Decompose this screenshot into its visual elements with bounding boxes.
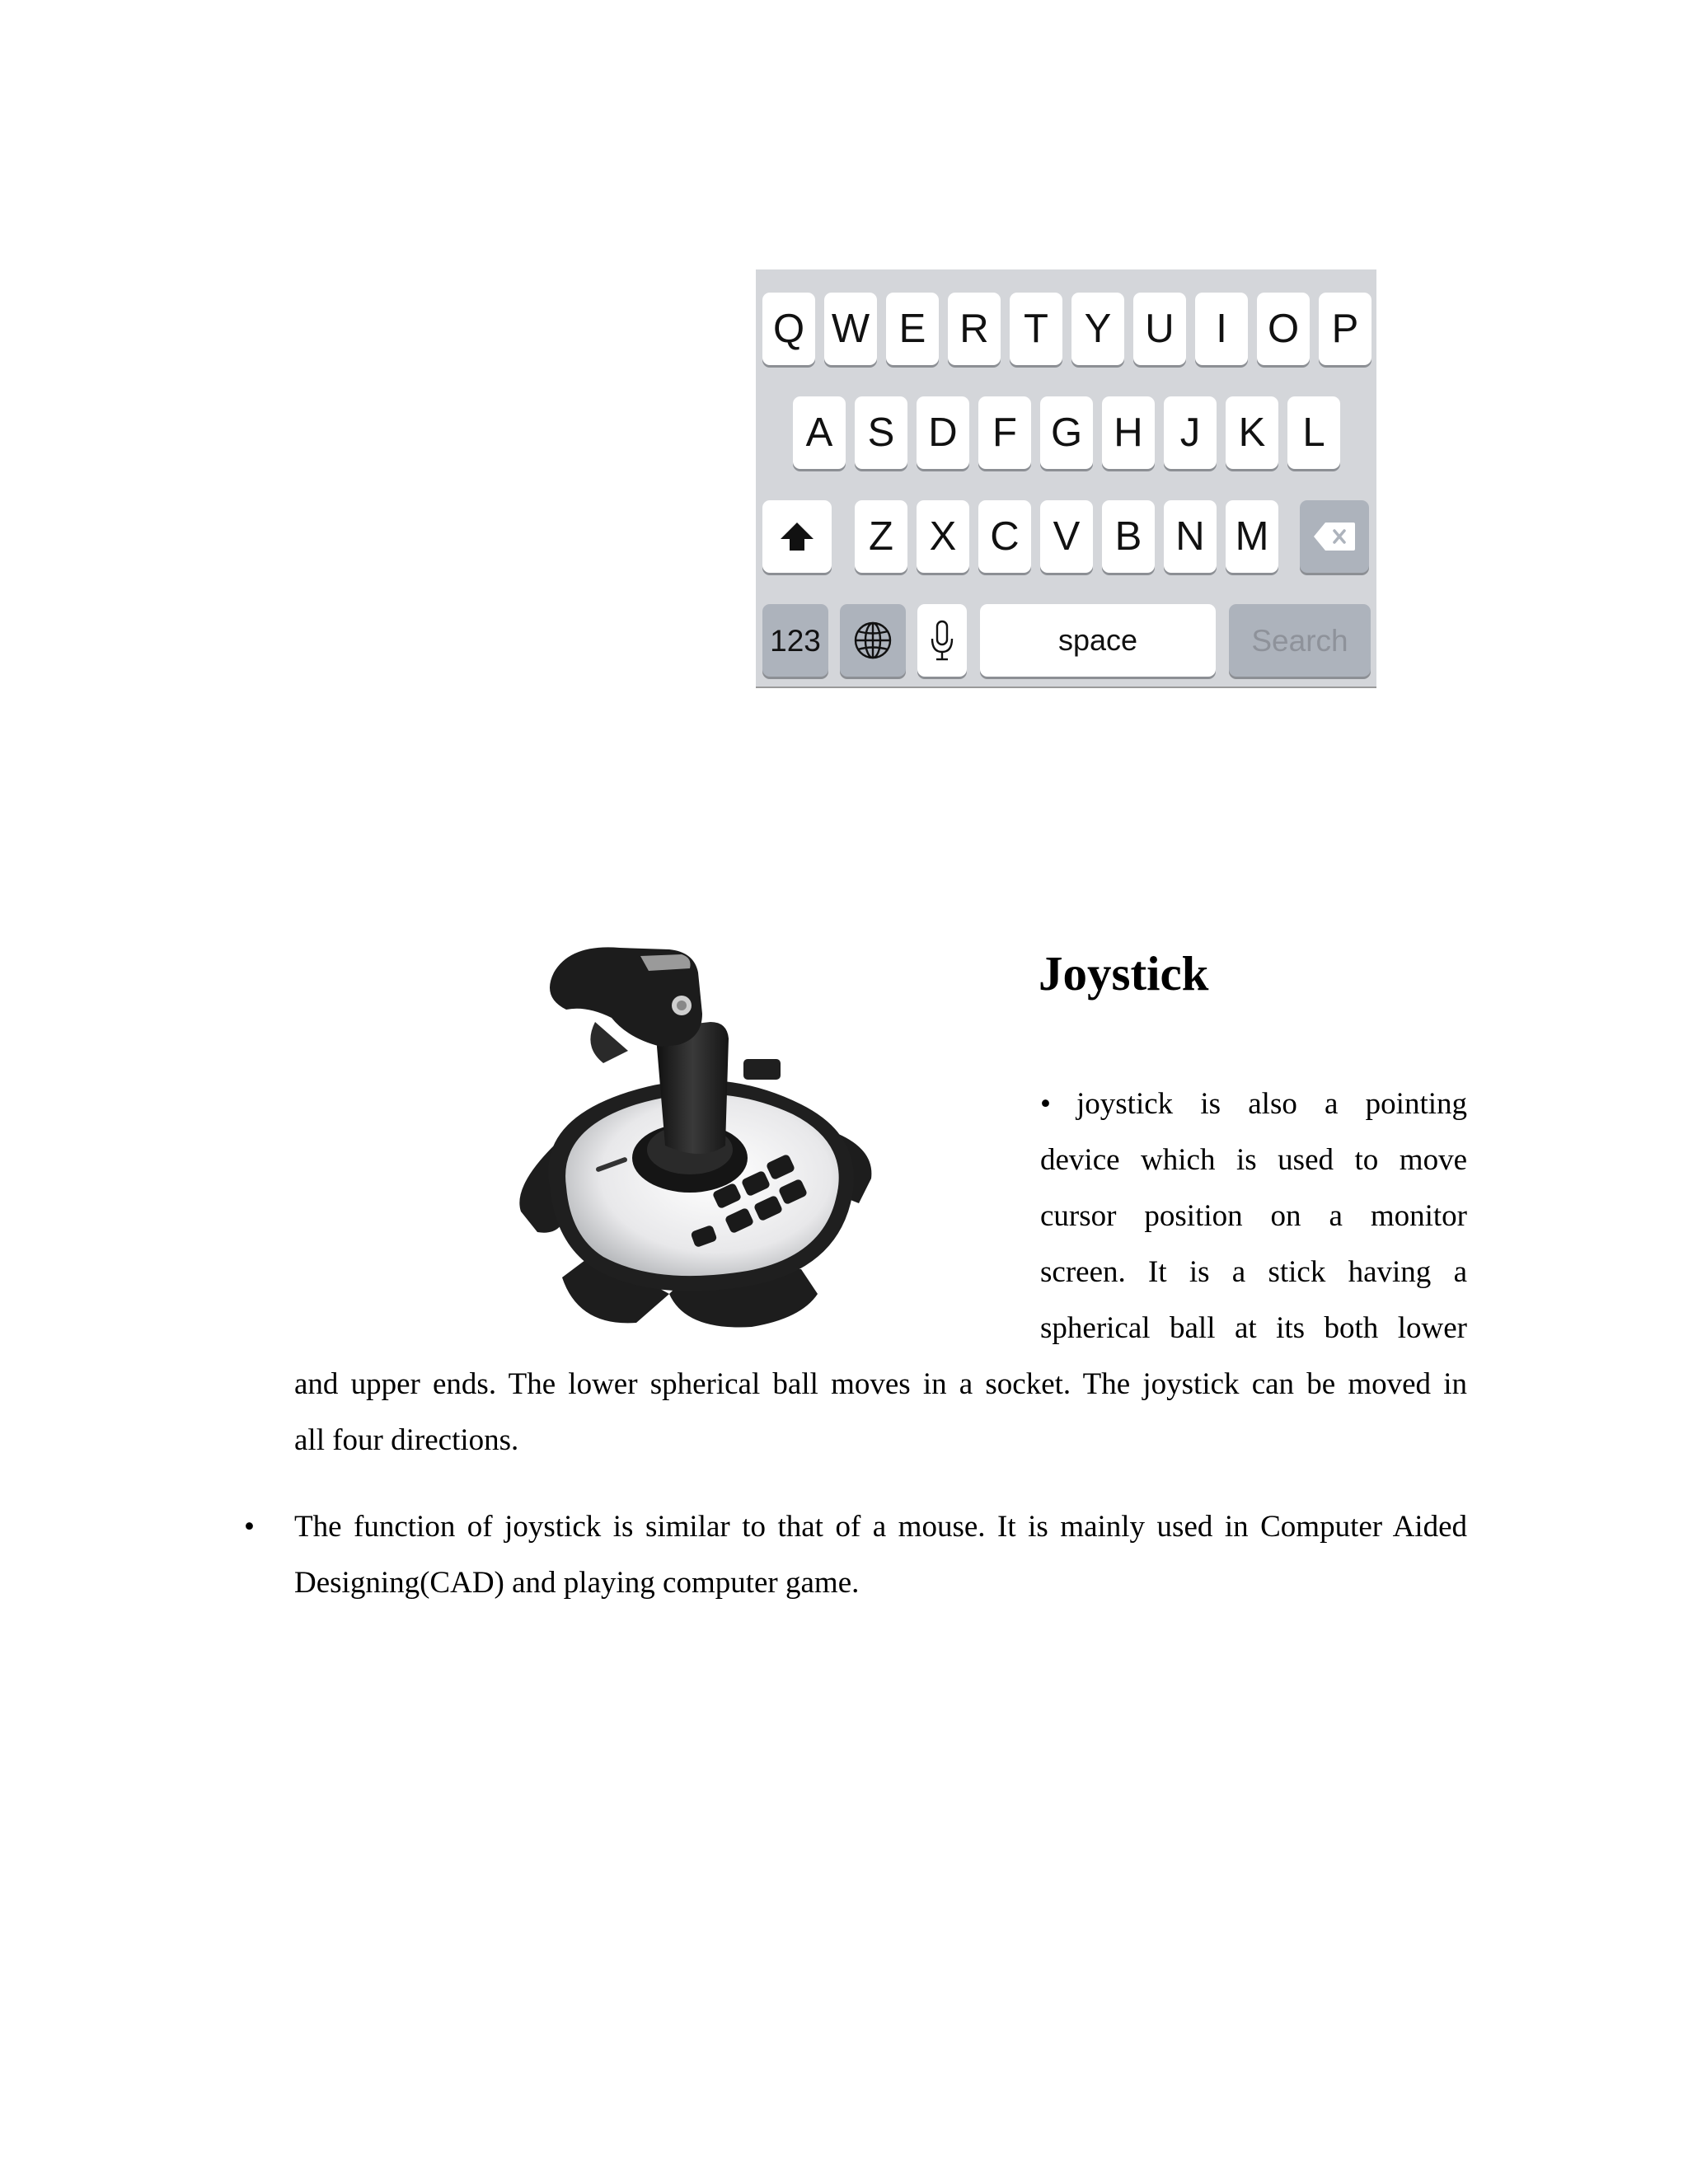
paragraph-line: all four directions. xyxy=(294,1423,519,1457)
bullet-marker: • xyxy=(1040,1087,1051,1121)
key-p: P xyxy=(1319,293,1372,365)
paragraph-line: screen. It is a stick having a xyxy=(1040,1255,1467,1289)
key-r: R xyxy=(948,293,1001,365)
key-v: V xyxy=(1040,500,1093,573)
bullet-marker: • xyxy=(244,1510,255,1544)
key-e: E xyxy=(886,293,939,365)
key-k: K xyxy=(1226,396,1278,469)
key-o: O xyxy=(1257,293,1310,365)
numbers-key: 123 xyxy=(762,604,828,677)
microphone-icon xyxy=(929,619,955,662)
key-j: J xyxy=(1164,396,1217,469)
globe-key xyxy=(840,604,906,677)
paragraph-line: cursor position on a monitor xyxy=(1040,1199,1467,1233)
microphone-key xyxy=(917,604,967,677)
keyboard-row-2 xyxy=(756,396,1376,469)
keyboard-row-3 xyxy=(756,500,1376,573)
key-n: N xyxy=(1164,500,1217,573)
key-h: H xyxy=(1102,396,1155,469)
key-l: L xyxy=(1287,396,1340,469)
shift-key xyxy=(762,500,832,573)
keyboard-row-1 xyxy=(756,293,1376,365)
search-key: Search xyxy=(1229,604,1371,677)
paragraph-line: joystick is also a pointing xyxy=(1076,1087,1467,1121)
backspace-key xyxy=(1300,500,1369,573)
backspace-icon xyxy=(1312,521,1357,552)
key-q: Q xyxy=(762,293,815,365)
paragraph-line: device which is used to move xyxy=(1040,1143,1467,1177)
globe-icon xyxy=(852,620,893,661)
keyboard-row-4 xyxy=(756,604,1376,677)
key-i: I xyxy=(1195,293,1248,365)
key-f: F xyxy=(978,396,1031,469)
key-d: D xyxy=(917,396,969,469)
key-s: S xyxy=(855,396,907,469)
key-z: Z xyxy=(855,500,907,573)
key-y: Y xyxy=(1071,293,1124,365)
key-m: M xyxy=(1226,500,1278,573)
key-u: U xyxy=(1133,293,1186,365)
paragraph-line: Designing(CAD) and playing computer game. xyxy=(294,1566,860,1600)
space-key: space xyxy=(980,604,1216,677)
section-heading: Joystick xyxy=(1039,946,1209,1001)
key-g: G xyxy=(1040,396,1093,469)
key-c: C xyxy=(978,500,1031,573)
paragraph-line: The function of joystick is similar to that of a mouse. It is mainly used in Computer Aided xyxy=(294,1510,1467,1544)
key-w: W xyxy=(824,293,877,365)
joystick-icon xyxy=(504,940,892,1335)
key-a: A xyxy=(793,396,846,469)
key-x: X xyxy=(917,500,969,573)
key-t: T xyxy=(1010,293,1062,365)
key-b: B xyxy=(1102,500,1155,573)
paragraph-line: spherical ball at its both lower xyxy=(1040,1311,1467,1345)
keyboard-image xyxy=(756,269,1376,688)
paragraph-line: and upper ends. The lower spherical ball moves in a socket. The joystick can be moved in xyxy=(294,1367,1467,1401)
shift-arrow-icon xyxy=(779,521,815,552)
